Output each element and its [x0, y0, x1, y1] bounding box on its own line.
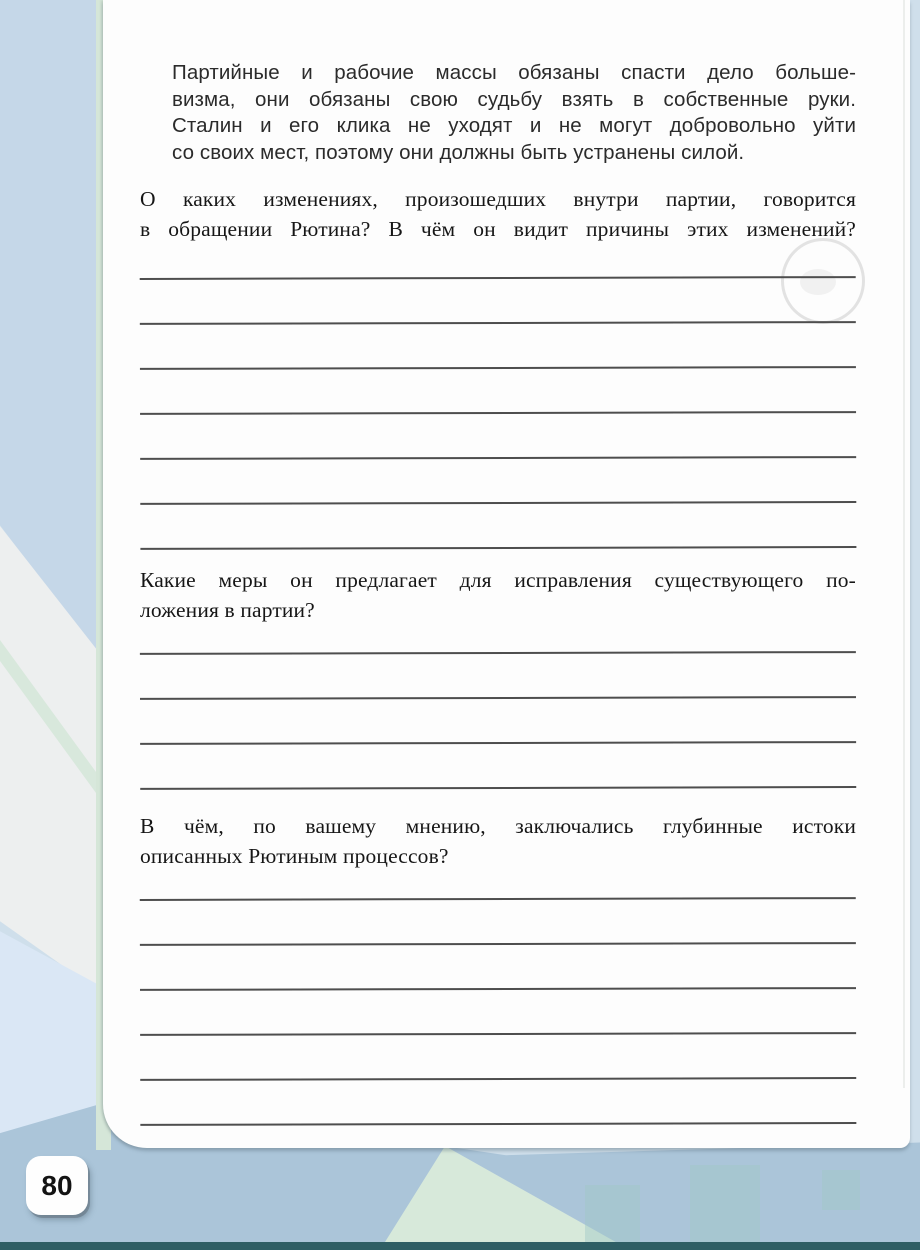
answer-rule-line [140, 989, 856, 1036]
excerpt-line: Партийные и рабочие массы обязаны спасти дело больше- [172, 61, 856, 84]
excerpt-line: Сталин и его клика не уходят и не могут добровольно уйти [172, 114, 856, 138]
answer-rule-line [140, 413, 856, 460]
answer-rule-line [140, 323, 856, 370]
excerpt-line: визма, они обязаны свою судьбу взять в собственные руки. [172, 87, 856, 111]
answer-rule-line [140, 608, 856, 655]
answer-rule-line [140, 743, 856, 790]
answer-rule-line [140, 653, 856, 700]
question-line: Какие меры он предлагает для исправления существующего по- [140, 568, 856, 592]
excerpt-paragraph [172, 60, 856, 167]
answer-rule-line [140, 1034, 856, 1081]
answer-lines-block-1 [140, 233, 857, 550]
page-number-badge [26, 1156, 88, 1215]
background-teal-patch [822, 1170, 860, 1210]
question-line: О каких изменениях, произошедших внутри партии, говорится [140, 187, 856, 211]
answer-rule-line [140, 503, 856, 550]
answer-rule-line [140, 1079, 856, 1126]
answer-rule-line [140, 233, 856, 280]
answer-rule-line [140, 368, 856, 415]
question-line: В чём, по вашему мнению, заключались глубинные истоки [140, 814, 856, 838]
answer-rule-line [140, 944, 856, 991]
background-teal-patch [585, 1185, 640, 1250]
answer-rule-line [140, 698, 856, 745]
background-bottom-edge [0, 1242, 920, 1250]
workbook-page [103, 0, 910, 1148]
page-number: 80 [41, 1169, 73, 1201]
question-line: в обращении Рютина? В чём он видит причины этих изменений? [140, 217, 856, 241]
answer-rule-line [140, 278, 856, 325]
answer-rule-line [140, 458, 856, 505]
answer-lines-block-2 [140, 608, 856, 790]
question-line: ложения в партии? [140, 598, 315, 622]
answer-rule-line [140, 854, 856, 901]
answer-rule-line [140, 899, 856, 946]
question-line: описанных Рютиным процессов? [140, 844, 449, 868]
background-teal-patch [690, 1165, 760, 1250]
answer-lines-block-3 [140, 854, 857, 1126]
excerpt-line: со своих мест, поэтому они должны быть устранены силой. [172, 141, 745, 165]
